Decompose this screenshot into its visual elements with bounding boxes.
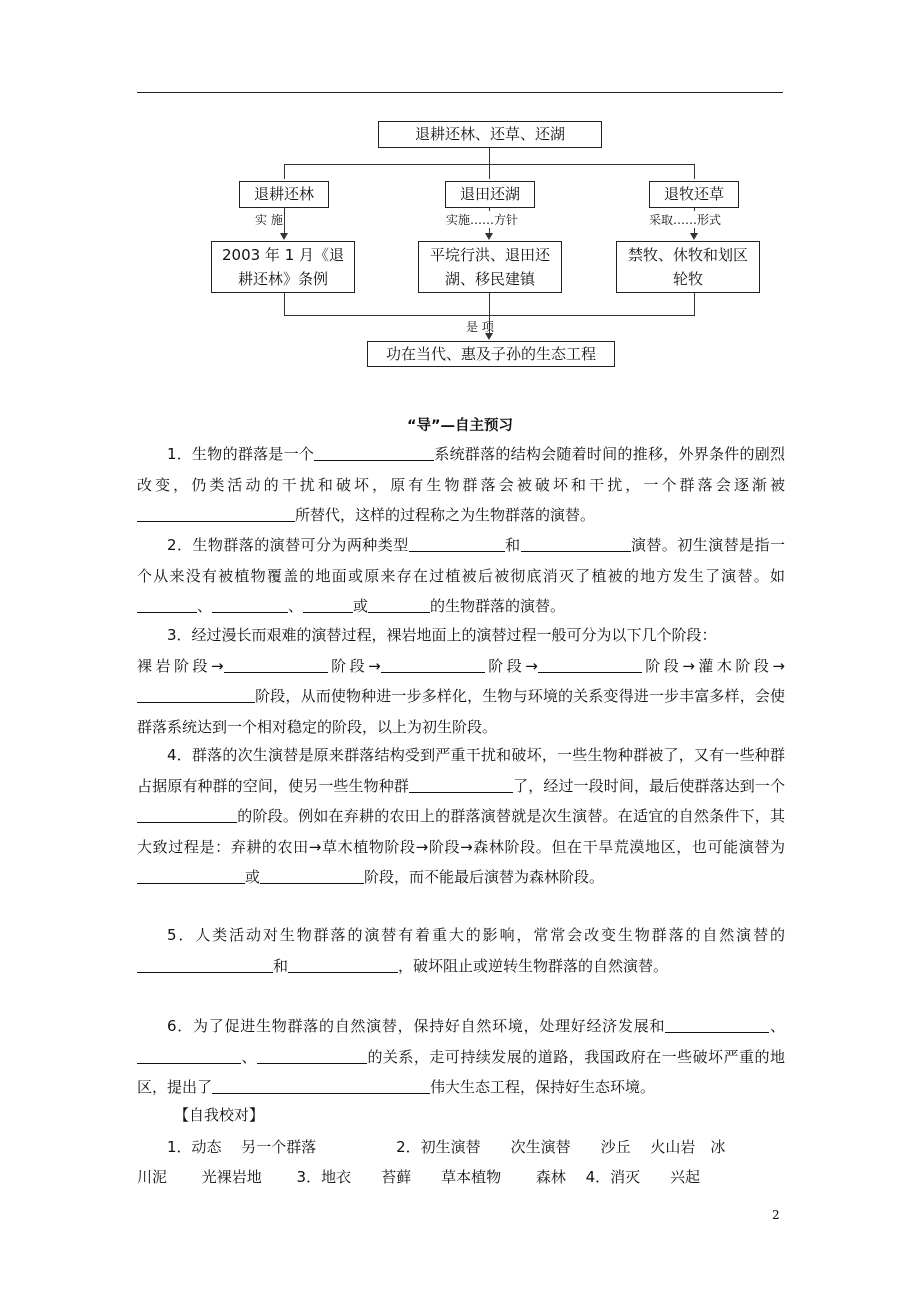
fill-blank: [314, 442, 434, 461]
q1-text: 系统群落的结构会随着时间的推移，外界条件的剧烈改变，仍类活动的干扰和破坏，原有生物群落会被破坏和干扰，一个群落会逐渐被: [137, 445, 785, 494]
q6-text: 、: [241, 1047, 257, 1066]
connector: [284, 293, 285, 315]
connector: [489, 164, 490, 179]
fill-blank: [212, 594, 288, 613]
q4-text: 4．群落的次生演替是原来群落结构受到严重干扰和破坏，一些生物种群被了，又有一些种群占据原有种群的空间，使另一些生物种群: [137, 746, 785, 795]
connector: [489, 148, 490, 164]
question-2: [137, 530, 785, 622]
fill-blank: [212, 1075, 430, 1094]
fill-blank: [137, 954, 273, 973]
diagram-right-detail: [616, 241, 760, 293]
q2-text: 、: [288, 597, 304, 615]
fill-blank: [303, 594, 353, 613]
diagram-middle-box: 退田还湖: [445, 181, 535, 208]
fill-blank: [381, 654, 485, 673]
q3-text: 3．经过漫长而艰难的演替过程，裸岩地面上的演替过程一般可分为以下几个阶段：: [167, 626, 717, 644]
q4-text: 了，经过一段时间，最后使群落达到一个: [513, 776, 785, 795]
middle-link-label: 实施……方针: [446, 213, 519, 227]
q2-text: 和: [504, 536, 521, 554]
fill-blank: [521, 533, 631, 552]
diagram-left-detail: [211, 241, 355, 293]
fill-blank: [538, 654, 642, 673]
q2-text: 演替。初生演替是指一个从来没有被植物覆盖的地面或原来存在过植被后被彻底消灭了植被的地方发生了演替。如: [137, 536, 785, 585]
fill-blank: [260, 865, 364, 884]
connector: [694, 293, 695, 315]
arrow-down-icon: [280, 233, 288, 240]
fill-blank: [137, 1045, 241, 1064]
detail-line: 耕还林》条例: [237, 270, 328, 288]
q6-text: 6．为了促进生物群落的自然演替，保持好自然环境，处理好经济发展和: [167, 1017, 666, 1035]
fill-blank: [257, 1045, 367, 1064]
q2-text: 2．生物群落的演替可分为两种类型: [167, 536, 409, 554]
question-4: [137, 740, 785, 893]
arrow-down-icon: [690, 233, 698, 240]
self-check-title: 【自我校对】: [174, 1106, 265, 1124]
q5-text: 5．人类活动对生物群落的演替有着重大的影响，常常会改变生物群落的自然演替的: [167, 926, 785, 944]
connector: [694, 164, 695, 179]
fill-blank: [409, 533, 505, 552]
connector: [284, 208, 285, 233]
fill-blank: [288, 954, 398, 973]
connector: [284, 164, 285, 179]
q3-text: 阶段→: [484, 656, 538, 675]
detail-line: 湖、移民建镇: [444, 270, 535, 288]
header-rule: [137, 92, 783, 93]
fill-blank: [137, 804, 237, 823]
left-link-label: 实 施: [255, 213, 283, 227]
section-heading: “导”—自主预习: [406, 418, 514, 434]
q4-text: 阶段，而不能最后演替为森林阶段。: [364, 868, 605, 886]
q6-text: 的关系，走可持续发展的道路，我国政府在一些破坏严重的地区，提出了: [137, 1047, 785, 1096]
arrow-down-icon: [485, 233, 493, 240]
q6-text: 伟大生态工程，保持好生态环境。: [430, 1078, 656, 1096]
answer-line: 川泥 光裸岩地 3．地衣 苔藓 草本植物 森林 4．消灭 兴起: [137, 1168, 701, 1186]
q3-text: 裸岩阶段→: [137, 656, 224, 675]
diagram-left-box: 退耕还林: [239, 181, 329, 208]
detail-line: 轮牧: [672, 270, 703, 288]
fill-blank: [409, 774, 513, 793]
bottom-link-label: 是 项: [466, 320, 494, 334]
q4-text: 或: [245, 868, 261, 886]
detail-line: 禁牧、休牧和划区: [627, 246, 748, 264]
q5-text: ，破坏阻止或逆转生物群落的自然演替。: [398, 956, 669, 975]
diagram-top-box: 退耕还林、还草、还湖: [378, 121, 602, 148]
q5-text: 和: [273, 956, 289, 975]
question-1: [137, 439, 785, 531]
connector: [489, 293, 490, 315]
q6-text: 、: [769, 1017, 785, 1035]
q2-text: 的生物群落的演替。: [430, 597, 566, 615]
q3-text: 阶段→: [327, 656, 381, 675]
q1-text: 1．生物的群落是一个: [167, 445, 315, 463]
answer-line: 1．动态 另一个群落 2．初生演替 次生演替 沙丘 火山岩 冰: [167, 1138, 726, 1156]
fill-blank: [137, 684, 255, 703]
q4-text: 的阶段。例如在弃耕的农田上的群落演替就是次生演替。在适宜的自然条件下，其大致过程是：弃耕的农田→草木植物阶段→阶段→森林阶段。但在干旱荒漠地区，也可能演替为: [137, 807, 785, 856]
detail-line: 2003 年 1 月《退: [221, 246, 345, 264]
question-3: [137, 620, 785, 742]
fill-blank: [137, 594, 197, 613]
answer-key: [137, 1132, 797, 1192]
question-5: [137, 920, 785, 981]
q2-text: 或: [353, 597, 369, 615]
fill-blank: [665, 1014, 769, 1033]
fill-blank: [137, 503, 295, 522]
right-link-label: 采取……形式: [649, 213, 722, 227]
q1-text: 所替代，这样的过程称之为生物群落的演替。: [295, 506, 596, 524]
q3-text: 阶段，从而使物种进一步多样化，生物与环境的关系变得进一步丰富多样，会使群落系统达到一个相对稳定的阶段，以上为初生阶段。: [137, 687, 785, 736]
diagram-bottom-box: 功在当代、惠及子孙的生态工程: [367, 341, 615, 367]
fill-blank: [368, 594, 430, 613]
q2-text: 、: [197, 597, 213, 615]
diagram-middle-detail: [418, 241, 562, 293]
diagram-right-box: 退牧还草: [649, 181, 739, 208]
detail-line: 平垸行洪、退田还: [429, 246, 550, 264]
q3-text: 阶段→灌木阶段→: [641, 656, 785, 675]
fill-blank: [224, 654, 328, 673]
question-6: [137, 1011, 785, 1103]
fill-blank: [137, 865, 245, 884]
page-number: 2: [772, 1208, 780, 1222]
